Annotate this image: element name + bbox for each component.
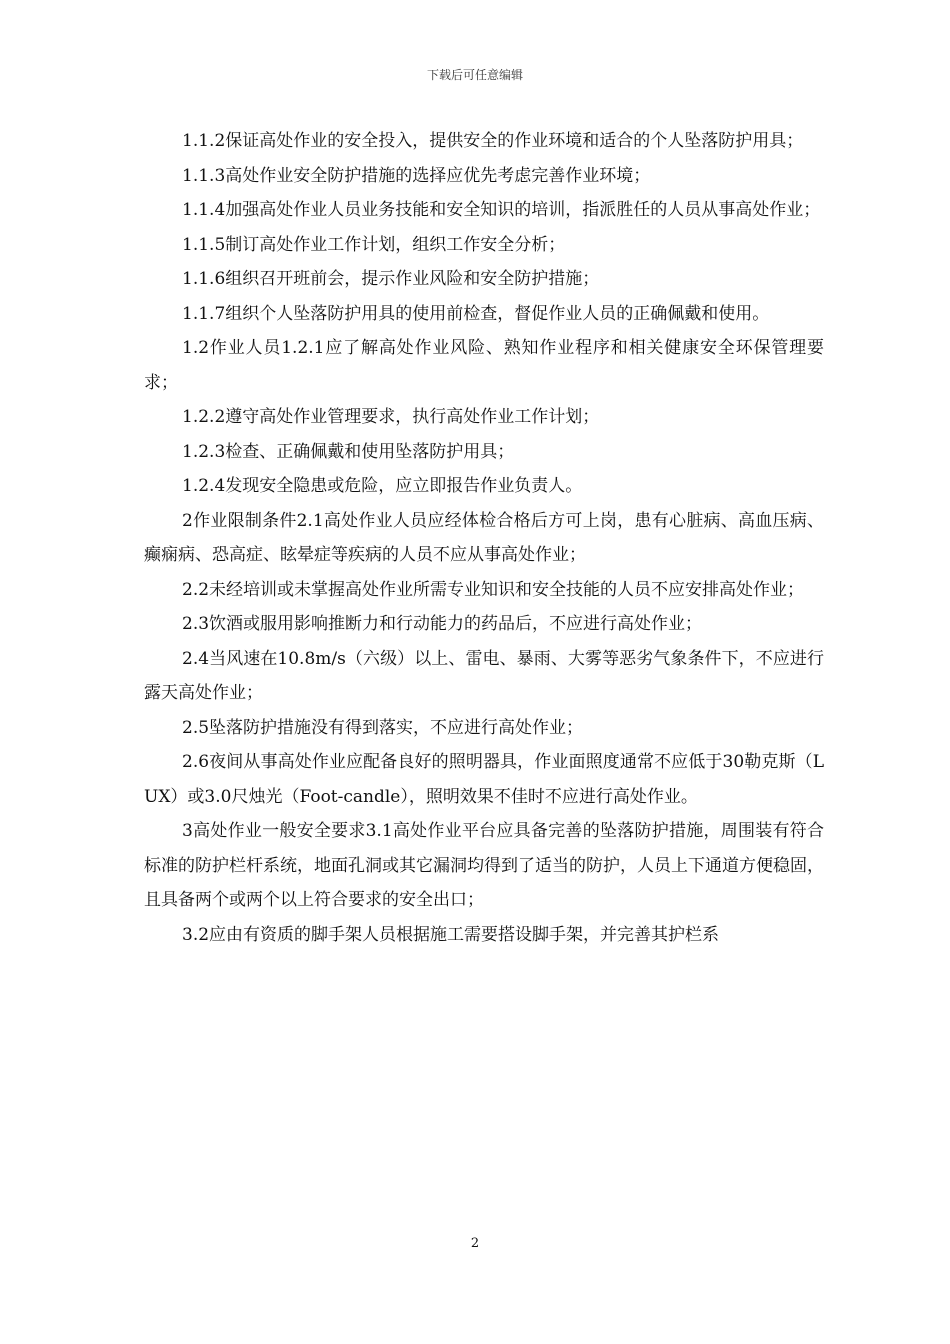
paragraph: 1.1.4加强高处作业人员业务技能和安全知识的培训，指派胜任的人员从事高处作业； [182, 200, 821, 220]
paragraph: 2.3饮酒或服用影响推断力和行动能力的药品后，不应进行高处作业； [182, 614, 703, 634]
paragraph: 1.2.4发现安全隐患或危险，应立即报告作业负责人。 [182, 476, 583, 496]
paragraph: 1.1.6组织召开班前会，提示作业风险和安全防护措施； [182, 269, 600, 289]
paragraph: 2作业限制条件2.1高处作业人员应经体检合格后方可上岗，患有心脏病、高血压病、癫痫病、恐高症、眩晕症等疾病的人员不应从事高处作业； [144, 510, 824, 565]
paragraph: 2.6夜间从事高处作业应配备良好的照明器具，作业面照度通常不应低于30勒克斯（LUX）或3.0尺烛光（Foot-candle），照明效果不佳时不应进行高处作业。 [144, 752, 824, 807]
paragraph: 2.5坠落防护措施没有得到落实，不应进行高处作业； [182, 717, 584, 738]
paragraph: 3.2应由有资质的脚手架人员根据施工需要搭设脚手架，并完善其护栏系 [182, 924, 720, 945]
body-text [144, 124, 824, 952]
paragraph: 1.1.2保证高处作业的安全投入，提供安全的作业环境和适合的个人坠落防护用具； [182, 131, 804, 151]
paragraph: 1.2.2遵守高处作业管理要求，执行高处作业工作计划； [182, 407, 600, 427]
paragraph: 1.2作业人员1.2.1应了解高处作业风险、熟知作业程序和相关健康安全环保管理要求； [144, 338, 824, 393]
paragraph: 1.2.3检查、正确佩戴和使用坠落防护用具； [182, 441, 515, 462]
page-number: 2 [470, 1236, 480, 1251]
paragraph: 3高处作业一般安全要求3.1高处作业平台应具备完善的坠落防护措施，周围装有符合标准的防护栏杆系统，地面孔洞或其它漏洞均得到了适当的防护，人员上下通道方便稳固，且具备两个或两个以上符合要求的安全出口； [144, 821, 824, 910]
paragraph: 2.4当风速在10.8m/s（六级）以上、雷电、暴雨、大雾等恶劣气象条件下，不应进行露天高处作业； [144, 648, 824, 703]
paragraph: 2.2未经培训或未掌握高处作业所需专业知识和安全技能的人员不应安排高处作业； [182, 579, 805, 600]
header-note: 下载后可任意编辑 [426, 68, 523, 82]
paragraph: 1.1.5制订高处作业工作计划，组织工作安全分析； [182, 234, 566, 255]
paragraph: 1.1.7组织个人坠落防护用具的使用前检查，督促作业人员的正确佩戴和使用。 [182, 303, 770, 324]
paragraph: 1.1.3高处作业安全防护措施的选择应优先考虑完善作业环境； [182, 165, 651, 186]
